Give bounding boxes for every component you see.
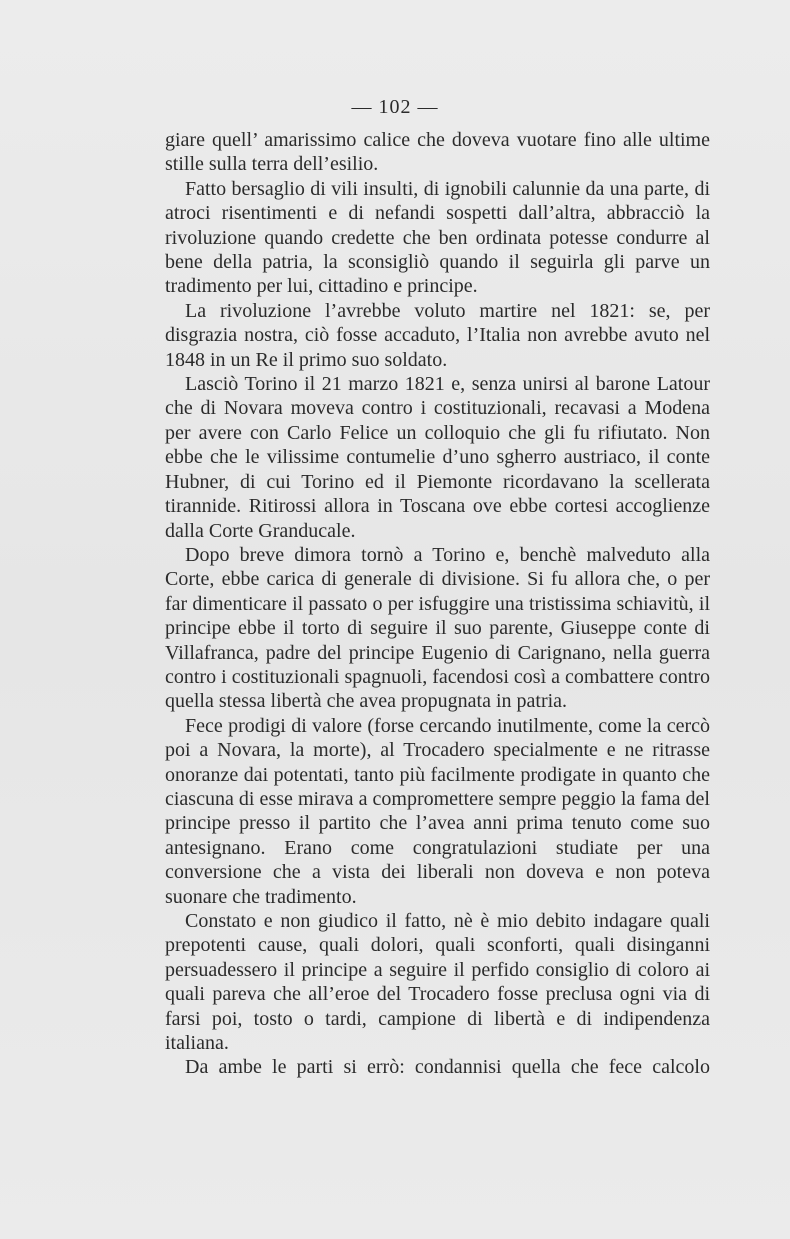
paragraph: Constato e non giudico il fatto, nè è mio debito indagare quali prepotenti cause, quali dolori, quali sconforti, quali disinganni persuadessero il principe a seguire il perfido consiglio di coloro ai quali pareva che all’eroe del Trocadero fosse preclusa ogni via di farsi poi, tosto o tardi, campione di libertà e di indipendenza italiana. [165,910,710,1055]
paragraph: Fece prodigi di valore (forse cercando inutilmente, come la cercò poi a Novara, la morte), al Trocadero specialmente e ne ritrasse onoranze dai potentati, tanto più facilmente prodigate in quanto che ciascuna di esse mirava a compromettere sempre peggio la fama del principe presso il partito che l’avea anni prima tenuto come suo antesignano. Erano come congratulazioni studiate per una conversione che a vista dei liberali non doveva e non poteva suonare che tradimento. [165,714,710,908]
paragraph: Dopo breve dimora tornò a Torino e, benchè malveduto alla Corte, ebbe carica di generale di divisione. Si fu allora che, o per far dimenticare il passato o per isfuggire una tristissima schiavitù, il principe ebbe il torto di seguire il suo parente, Giuseppe conte di Villafranca, padre del principe Eugenio di Carignano, nella guerra contro i costituzionali spagnuoli, facendosi così a combattere contro quella stessa libertà che avea propugnata in patria. [165,543,710,713]
paragraph: Fatto bersaglio di vili insulti, di ignobili calunnie da una parte, di atroci risentimenti e di nefandi sospetti dall’altra, abbracciò la rivoluzione quando credette che ben ordinata potesse condurre al bene della patria, la sconsigliò quando il seguirla gli parve un tradimento per lui, cittadino e principe. [165,177,710,298]
paragraph: La rivoluzione l’avrebbe voluto martire nel 1821: se, per disgrazia nostra, ciò fosse accaduto, l’Italia non avrebbe avuto nel 1848 in un Re il primo suo soldato. [165,299,710,371]
paragraph: Lasciò Torino il 21 marzo 1821 e, senza unirsi al barone Latour che di Novara moveva contro i costituzionali, recavasi a Modena per avere con Carlo Felice un colloquio che gli fu rifiutato. Non ebbe che le vilissime contumelie d’uno sgherro austriaco, il conte Hubner, di cui Torino ed il Piemonte ricordavano la scellerata tirannide. Ritirossi allora in Toscana ove ebbe cortesi accoglienze dalla Corte Granducale. [165,373,710,542]
paragraph-continuation: giare quell’ amarissimo calice che doveva vuotare fino alle ultime stille sulla terra dell’esilio. [165,129,710,176]
paragraph-incomplete: Da ambe le parti si errò: condannisi quella che fece calcolo [185,1056,710,1079]
page-number-header: — 102 — [351,96,439,118]
body-text [165,128,710,1080]
